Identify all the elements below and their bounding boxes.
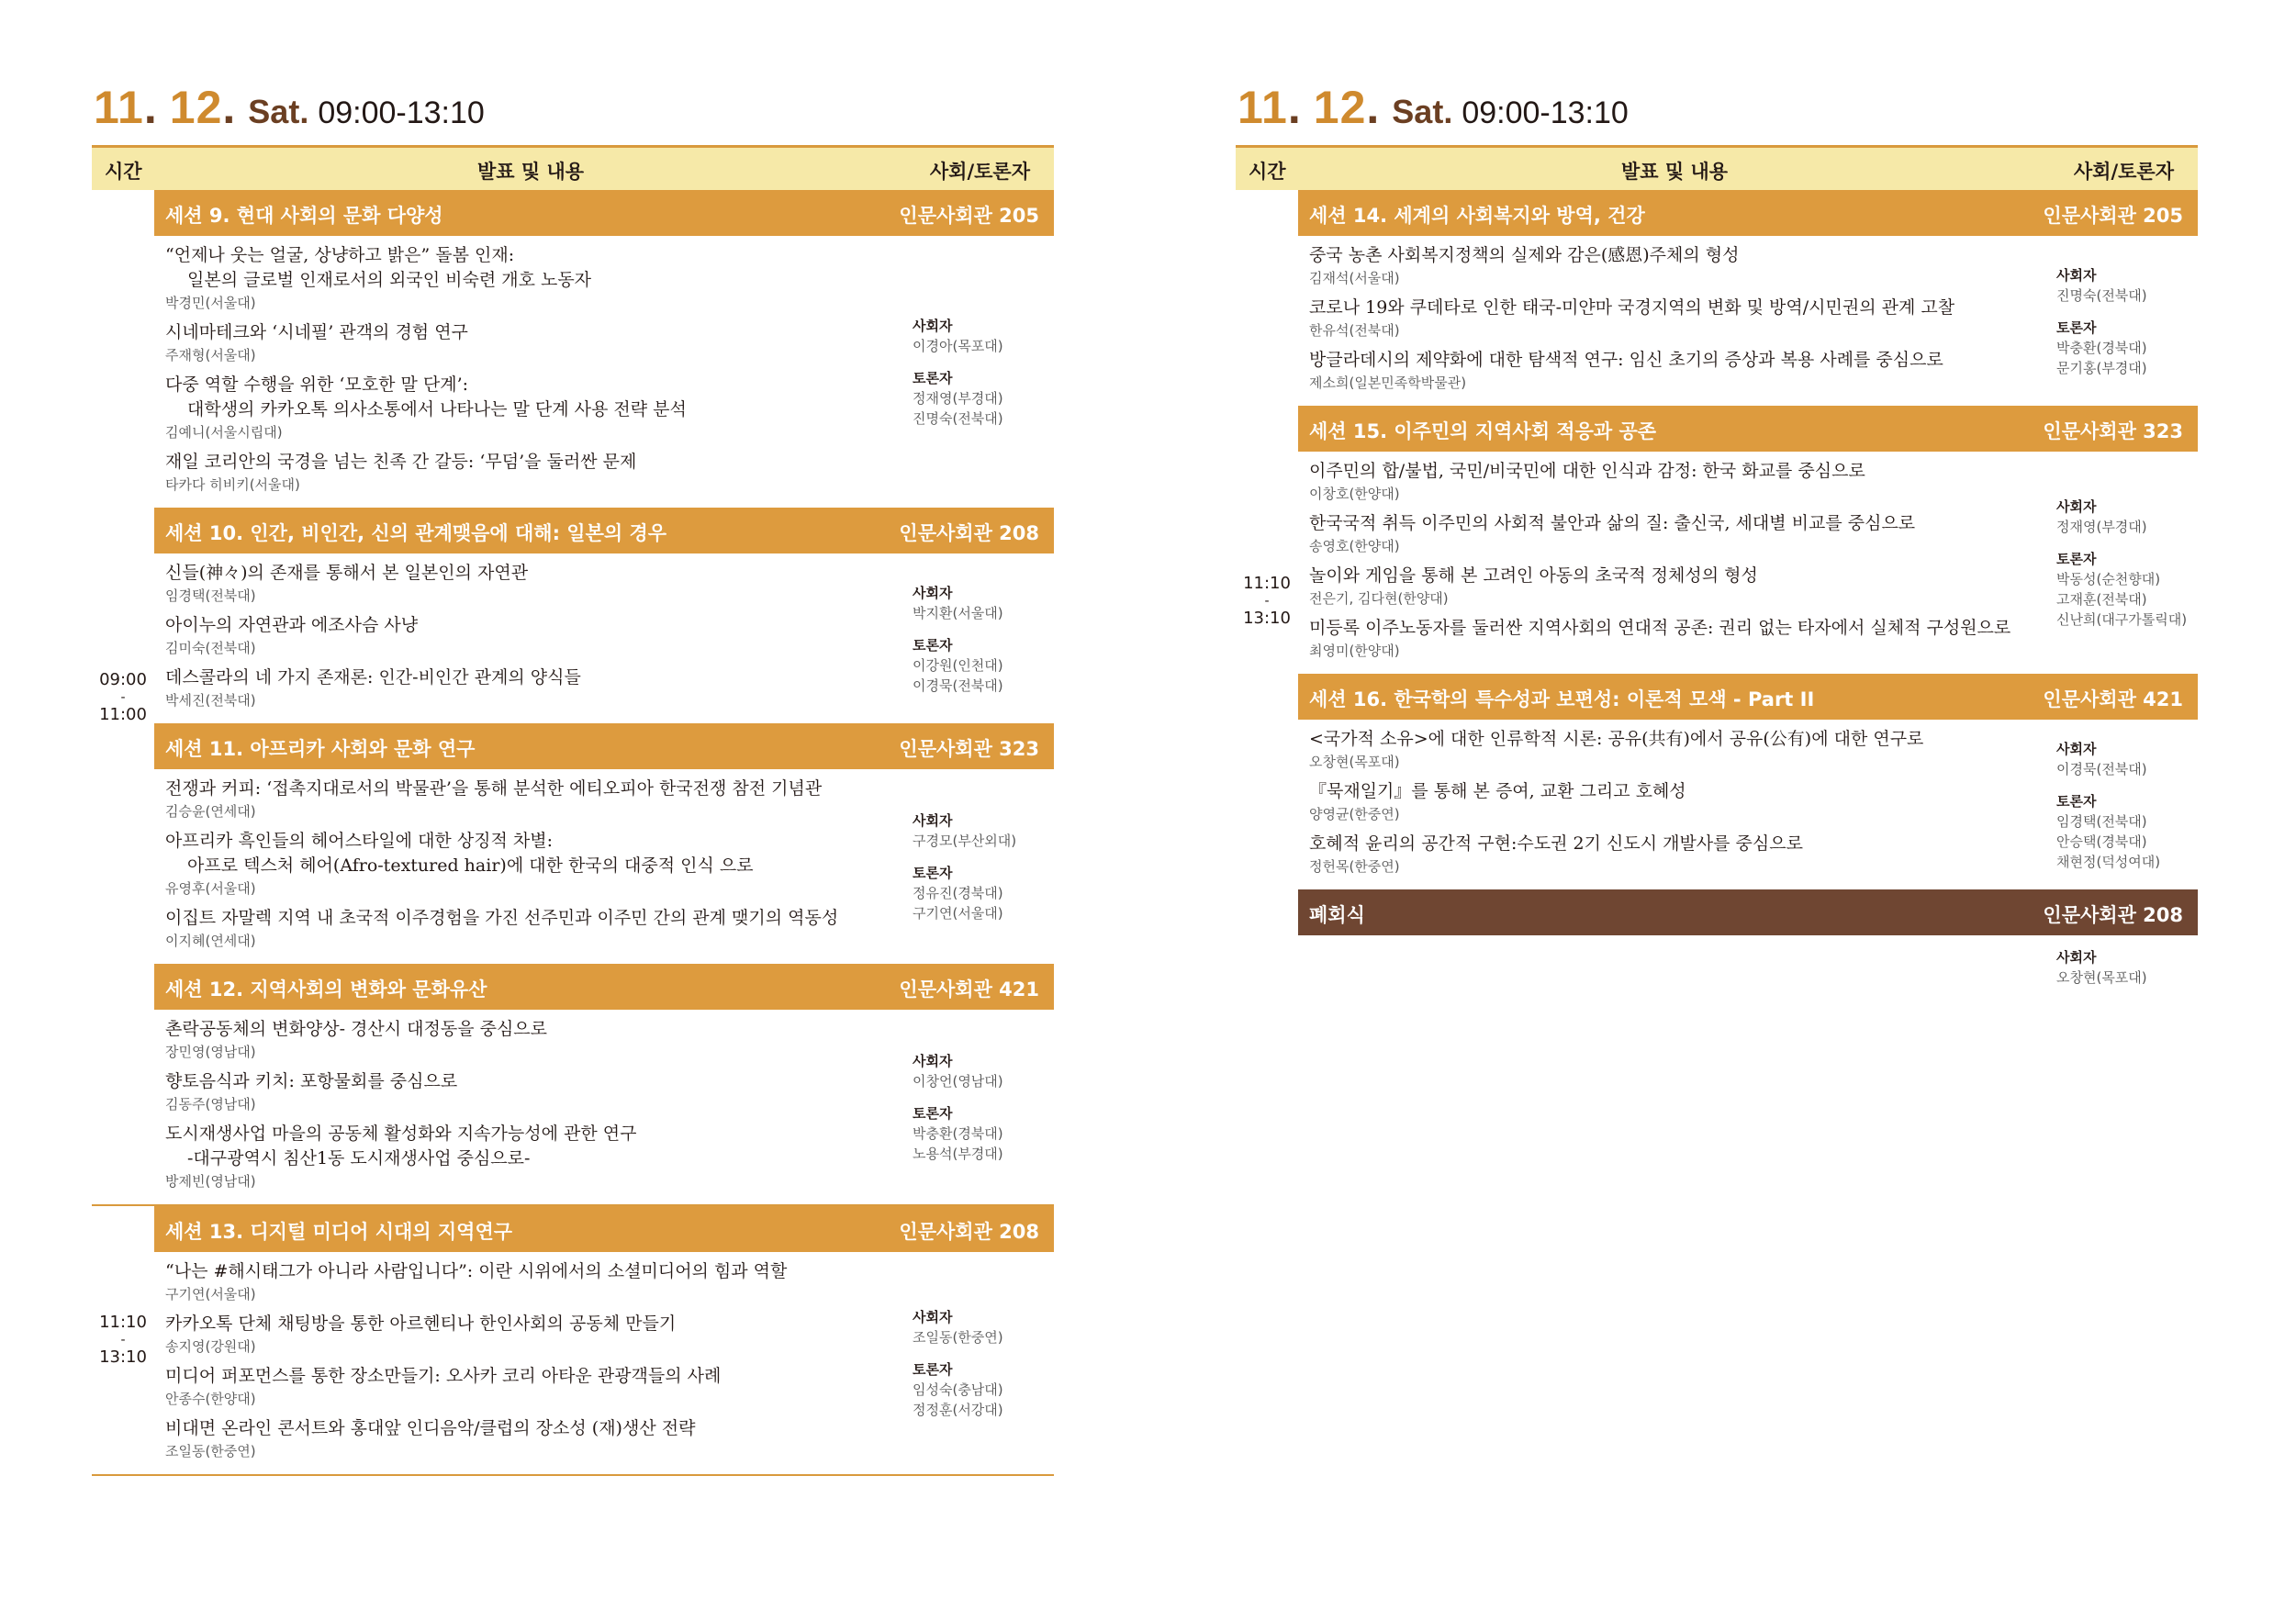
talk-author: 구기연(서울대)	[165, 1286, 256, 1303]
talk-author: 이지혜(연세대)	[165, 933, 256, 949]
session-room: 인문사회관 323	[2043, 420, 2183, 442]
date-month: 11	[94, 82, 144, 133]
schedule-body	[1236, 190, 2198, 1012]
talk-title: “언제나 웃는 얼굴, 상냥하고 밝은” 돌봄 인재:	[165, 245, 515, 265]
session-room: 인문사회관 205	[899, 205, 1039, 227]
discussant-label: 토론자	[2056, 551, 2097, 567]
talk-title: 미디어 퍼포먼스를 통한 장소만들기: 오사카 코리 아타운 관광객들의 사례	[165, 1366, 722, 1386]
time-start: 09:00	[99, 669, 147, 689]
talk-title: 촌락공동체의 변화양상- 경산시 대정동을 중심으로	[165, 1019, 548, 1039]
talk-item	[154, 243, 881, 313]
closing-session	[1298, 889, 2198, 1012]
chair-name: 이창언(영남대)	[913, 1073, 1003, 1090]
talk-author: 김동주(영남대)	[165, 1096, 256, 1112]
header-moderators: 사회/토론자	[2073, 161, 2174, 183]
header-content: 발표 및 내용	[1621, 161, 1729, 183]
session-block	[1298, 190, 2198, 406]
talk-author: 김재석(서울대)	[1309, 270, 1400, 286]
chair-label: 사회자	[2056, 266, 2097, 284]
talk-title: 신들(神々)의 존재를 통해서 본 일본인의 자연관	[165, 563, 529, 583]
session-body	[1298, 935, 2198, 1012]
talk-title: 비대면 온라인 콘서트와 홍대앞 인디음악/클럽의 장소성 (재)생산 전략	[165, 1418, 696, 1438]
chair-label: 사회자	[913, 1053, 953, 1069]
talk-item	[154, 665, 881, 710]
session-block	[154, 508, 1054, 723]
header-content: 발표 및 내용	[477, 161, 585, 183]
chair-label: 사회자	[2056, 498, 2097, 515]
talk-item	[1298, 616, 2025, 661]
talk-author: 한유석(전북대)	[1309, 322, 1400, 339]
discussant-label: 토론자	[913, 865, 953, 881]
talk-item	[154, 373, 881, 442]
time-label	[1236, 570, 1298, 632]
schedule-body	[92, 190, 1054, 1476]
session-body	[154, 1252, 1054, 1474]
talk-author: 송영호(한양대)	[1309, 538, 1400, 554]
session-bar	[154, 964, 1054, 1010]
talk-item	[1298, 832, 2025, 877]
date-heading	[94, 81, 485, 136]
time-end: 11:00	[99, 704, 147, 724]
date-dot: .	[1287, 82, 1301, 133]
session-title: 세션 9. 현대 사회의 문화 다양성	[165, 205, 443, 227]
talk-author: 전은기, 김다현(한양대)	[1309, 590, 1449, 607]
time-label	[92, 666, 154, 729]
session-bar	[154, 723, 1054, 769]
schedule-table	[92, 145, 1054, 1476]
talk-title: <국가적 소유>에 대한 인류학적 시론: 공유(共有)에서 공유(公有)에 대한 연구로	[1309, 729, 1924, 749]
discussant-name: 구기연(서울대)	[913, 905, 1003, 922]
time-block	[92, 190, 1054, 1204]
discussant-name: 박충환(경북대)	[913, 1125, 1003, 1142]
discussant-label: 토론자	[913, 370, 953, 386]
session-room: 인문사회관 421	[899, 978, 1039, 1001]
session-roles	[913, 799, 1059, 923]
closing-bar	[1298, 889, 2198, 935]
session-block	[154, 964, 1054, 1204]
date-time-range: 09:00-13:10	[1462, 95, 1629, 130]
talk-item	[154, 1069, 881, 1114]
talk-item	[154, 1122, 881, 1191]
session-body	[1298, 452, 2198, 674]
discussant-label: 토론자	[2056, 319, 2097, 336]
talk-item	[1298, 511, 2025, 556]
session-title: 세션 10. 인간, 비인간, 신의 관계맺음에 대해: 일본의 경우	[165, 522, 667, 544]
session-body	[1298, 236, 2198, 406]
talk-item	[154, 320, 881, 365]
session-title: 세션 15. 이주민의 지역사회 적응과 공존	[1309, 420, 1657, 442]
session-block	[154, 723, 1054, 964]
talk-title: 코로나 19와 쿠데타로 인한 태국-미얀마 국경지역의 변화 및 방역/시민권의 관계 고찰	[1309, 297, 1955, 318]
time-dash: -	[120, 689, 126, 705]
session-block	[154, 1206, 1054, 1474]
time-end: 13:10	[99, 1347, 147, 1367]
time-dash: -	[120, 1333, 126, 1347]
session-body	[154, 236, 1054, 508]
talk-item	[154, 613, 881, 658]
chair-label: 사회자	[2056, 949, 2097, 966]
talk-author: 조일동(한중연)	[165, 1443, 256, 1459]
session-room: 인문사회관 421	[2043, 688, 2183, 710]
chair-name: 진명숙(전북대)	[2056, 286, 2147, 304]
discussant-name: 안승택(경북대)	[2056, 833, 2147, 850]
talk-title: 카카오톡 단체 채팅방을 통한 아르헨티나 한인사회의 공동체 만들기	[165, 1314, 677, 1334]
talk-item	[154, 1416, 881, 1461]
session-bar	[1298, 674, 2198, 720]
talk-item	[1298, 727, 2025, 772]
chair-name: 오창현(목포대)	[2056, 969, 2147, 986]
discussant-name: 임경택(전북대)	[2056, 812, 2147, 830]
session-body	[154, 553, 1054, 723]
chair-name: 조일동(한중연)	[913, 1329, 1003, 1346]
header-time: 시간	[105, 161, 142, 183]
talk-item	[1298, 779, 2025, 824]
talk-item	[154, 777, 881, 822]
talk-title: 이집트 자말렉 지역 내 초국적 이주경험을 가진 선주민과 이주민 간의 관계 맺기의 역동성	[165, 908, 839, 928]
talk-author: 송지영(강원대)	[165, 1338, 256, 1355]
session-room: 인문사회관 208	[899, 1221, 1039, 1243]
discussant-name: 이강원(인천대)	[913, 656, 1003, 674]
talk-item	[1298, 348, 2025, 393]
time-block	[1236, 190, 2198, 1012]
talk-author: 안종수(한양대)	[165, 1391, 256, 1407]
talk-author: 유영후(서울대)	[165, 880, 256, 897]
session-title: 세션 11. 아프리카 사회와 문화 연구	[165, 738, 476, 760]
talk-title: 놀이와 게임을 통해 본 고려인 아동의 초국적 정체성의 형성	[1309, 565, 1758, 586]
session-roles	[913, 571, 1059, 696]
time-end: 13:10	[1243, 609, 1291, 628]
chair-name: 박지환(서울대)	[913, 604, 1003, 621]
header-time: 시간	[1249, 161, 1286, 183]
talk-author: 임경택(전북대)	[165, 587, 256, 604]
discussant-name: 고재훈(전북대)	[2056, 591, 2147, 608]
date-day: 12	[169, 82, 223, 133]
time-block	[92, 1206, 1054, 1474]
talk-title: 향토음식과 키치: 포항물회를 중심으로	[165, 1071, 458, 1091]
discussant-name: 문기홍(부경대)	[2056, 359, 2147, 376]
time-column	[92, 1206, 154, 1474]
session-room: 인문사회관 208	[2043, 904, 2183, 926]
talk-title: -대구광역시 침산1동 도시재생사업 중심으로-	[187, 1148, 531, 1168]
talk-author: 제소희(일본민족학박물관)	[1309, 375, 1467, 391]
talk-author: 타카다 히비키(서울대)	[165, 476, 300, 493]
talk-title: 대학생의 카카오톡 의사소통에서 나타나는 말 단계 사용 전략 분석	[187, 399, 687, 419]
session-title: 세션 12. 지역사회의 변화와 문화유산	[165, 978, 487, 1001]
discussant-name: 진명숙(전북대)	[913, 410, 1003, 427]
talk-item	[1298, 564, 2025, 609]
talk-title: 일본의 글로벌 인재로서의 외국인 비숙련 개호 노동자	[187, 270, 592, 290]
date-weekday: Sat.	[1392, 93, 1453, 130]
date-dot: .	[1366, 82, 1380, 133]
talk-title: 『묵재일기』를 통해 본 증여, 교환 그리고 호혜성	[1309, 781, 1686, 801]
talk-item	[154, 1259, 881, 1304]
talk-author: 박세진(전북대)	[165, 692, 256, 709]
chair-name: 구경모(부산외대)	[913, 833, 1017, 849]
schedule-table	[1236, 145, 2198, 1012]
chair-label: 사회자	[2056, 740, 2097, 757]
talk-item	[154, 829, 881, 899]
session-roles	[913, 304, 1059, 429]
session-block	[154, 190, 1054, 508]
talk-title: 중국 농촌 사회복지정책의 실제와 감은(感恩)주체의 형성	[1309, 245, 1740, 265]
date-time-range: 09:00-13:10	[318, 95, 485, 130]
chair-name: 정재영(부경대)	[2056, 519, 2147, 535]
session-room: 인문사회관 323	[899, 738, 1039, 760]
table-header	[1236, 145, 2198, 190]
session-roles	[913, 1039, 1059, 1164]
discussant-name: 정정훈(서강대)	[913, 1402, 1003, 1418]
date-dot: .	[143, 82, 157, 133]
talk-author: 이창호(한양대)	[1309, 486, 1400, 502]
talk-item	[154, 1312, 881, 1357]
discussant-label: 토론자	[913, 636, 953, 654]
talk-item	[154, 1017, 881, 1062]
session-roles	[913, 1295, 1059, 1420]
talk-title: 이주민의 합/불법, 국민/비국민에 대한 인식과 감정: 한국 화교를 중심으로	[1309, 461, 1865, 481]
talk-title: 한국국적 취득 이주민의 사회적 불안과 삶의 질: 출신국, 세대별 비교를 중심으로	[1309, 513, 1916, 533]
talk-author: 양영균(한중연)	[1309, 806, 1400, 822]
session-title: 세션 14. 세계의 사회복지와 방역, 건강	[1309, 205, 1645, 227]
chair-name: 이경아(목포대)	[913, 338, 1003, 354]
session-title: 폐회식	[1309, 904, 1365, 926]
talk-title: 도시재생사업 마을의 공동체 활성화와 지속가능성에 관한 연구	[165, 1124, 637, 1144]
talk-title: 시네마테크와 ‘시네필’ 관객의 경험 연구	[165, 322, 468, 342]
chair-label: 사회자	[913, 318, 953, 334]
chair-label: 사회자	[913, 584, 953, 601]
talk-item	[154, 1364, 881, 1409]
session-bar	[1298, 406, 2198, 452]
session-roles	[2056, 485, 2203, 630]
session-roles	[2056, 935, 2203, 988]
discussant-name: 임성숙(충남대)	[913, 1381, 1003, 1398]
talk-title: 호혜적 윤리의 공간적 구현:수도권 2기 신도시 개발사를 중심으로	[1309, 833, 1803, 854]
talk-item	[154, 450, 881, 495]
talk-author: 김예니(서울시립대)	[165, 424, 283, 441]
chair-label: 사회자	[913, 812, 953, 829]
date-day: 12	[1313, 82, 1367, 133]
date-dot: .	[222, 82, 236, 133]
talk-title: 방글라데시의 제약화에 대한 탐색적 연구: 임신 초기의 증상과 복용 사례를 중심으로	[1309, 350, 1943, 370]
session-block	[1298, 674, 2198, 889]
session-body	[154, 1010, 1054, 1204]
time-column	[92, 190, 154, 1204]
session-roles	[2056, 727, 2203, 872]
talk-title: “나는 #해시태그가 아니라 사람입니다”: 이란 시위에서의 소셜미디어의 힘과 역할	[165, 1261, 788, 1281]
talk-author: 장민영(영남대)	[165, 1044, 256, 1060]
time-start: 11:10	[1243, 574, 1291, 593]
talk-item	[1298, 296, 2025, 341]
talk-author: 오창현(목포대)	[1309, 754, 1400, 770]
table-bottom-rule	[92, 1474, 1054, 1476]
session-block	[1298, 406, 2198, 674]
date-weekday: Sat.	[248, 93, 309, 130]
discussant-name: 박동성(순천향대)	[2056, 571, 2161, 587]
chair-name: 이경묵(전북대)	[2056, 760, 2147, 777]
talk-title: 미등록 이주노동자를 둘러싼 지역사회의 연대적 공존: 권리 없는 타자에서 실체적 구성원으로	[1309, 618, 2011, 638]
session-bar	[154, 1206, 1054, 1252]
time-dash: -	[1264, 594, 1270, 609]
session-room: 인문사회관 208	[899, 522, 1039, 544]
session-title: 세션 16. 한국학의 특수성과 보편성: 이론적 모색 - Part II	[1309, 688, 1815, 710]
date-month: 11	[1238, 82, 1288, 133]
talk-title: 아프리카 흑인들의 헤어스타일에 대한 상징적 차별:	[165, 831, 554, 851]
talk-author: 박경민(서울대)	[165, 295, 256, 311]
time-label	[92, 1309, 154, 1371]
talk-author: 김승윤(연세대)	[165, 803, 256, 820]
talk-item	[1298, 243, 2025, 288]
talk-author: 최영미(한양대)	[1309, 643, 1400, 659]
time-column	[1236, 190, 1298, 1012]
talk-author: 방제빈(영남대)	[165, 1173, 256, 1190]
header-moderators: 사회/토론자	[929, 161, 1030, 183]
session-room: 인문사회관 205	[2043, 205, 2183, 227]
session-roles	[2056, 253, 2203, 378]
discussant-name: 정유진(경북대)	[913, 885, 1003, 901]
talk-item	[1298, 459, 2025, 504]
table-header	[92, 145, 1054, 190]
session-bar	[154, 508, 1054, 553]
session-bar	[154, 190, 1054, 236]
session-body	[1298, 720, 2198, 889]
discussant-label: 토론자	[2056, 792, 2097, 810]
talk-item	[154, 906, 881, 951]
session-body	[154, 769, 1054, 964]
discussant-label: 토론자	[913, 1105, 953, 1122]
talk-author: 김미숙(전북대)	[165, 640, 256, 656]
discussant-name: 이경묵(전북대)	[913, 676, 1003, 694]
talk-author: 정헌목(한중연)	[1309, 858, 1400, 875]
discussant-name: 노용석(부경대)	[913, 1146, 1003, 1162]
session-title: 세션 13. 디지털 미디어 시대의 지역연구	[165, 1221, 513, 1243]
talk-item	[154, 561, 881, 606]
discussant-label: 토론자	[913, 1361, 953, 1378]
discussant-name: 신난희(대구가톨릭대)	[2056, 611, 2188, 628]
time-start: 11:10	[99, 1313, 147, 1332]
chair-label: 사회자	[913, 1309, 953, 1325]
discussant-name: 정재영(부경대)	[913, 390, 1003, 407]
session-bar	[1298, 190, 2198, 236]
talk-author: 주재형(서울대)	[165, 347, 256, 363]
date-heading	[1238, 81, 1629, 136]
talk-title: 재일 코리안의 국경을 넘는 친족 간 갈등: ‘무덤’을 둘러싼 문제	[165, 452, 637, 472]
talk-title: 아프로 텍스처 헤어(Afro-textured hair)에 대한 한국의 대중적 인식 으로	[187, 855, 754, 876]
discussant-name: 채현정(덕성여대)	[2056, 853, 2161, 870]
talk-title: 데스콜라의 네 가지 존재론: 인간-비인간 관계의 양식들	[165, 667, 581, 688]
talk-title: 아이누의 자연관과 에조사슴 사냥	[165, 615, 419, 635]
talk-title: 전쟁과 커피: ‘접촉지대로서의 박물관’을 통해 분석한 에티오피아 한국전쟁 참전 기념관	[165, 778, 823, 799]
talk-title: 다중 역할 수행을 위한 ‘모호한 말 단계’:	[165, 375, 469, 395]
discussant-name: 박충환(경북대)	[2056, 339, 2147, 356]
